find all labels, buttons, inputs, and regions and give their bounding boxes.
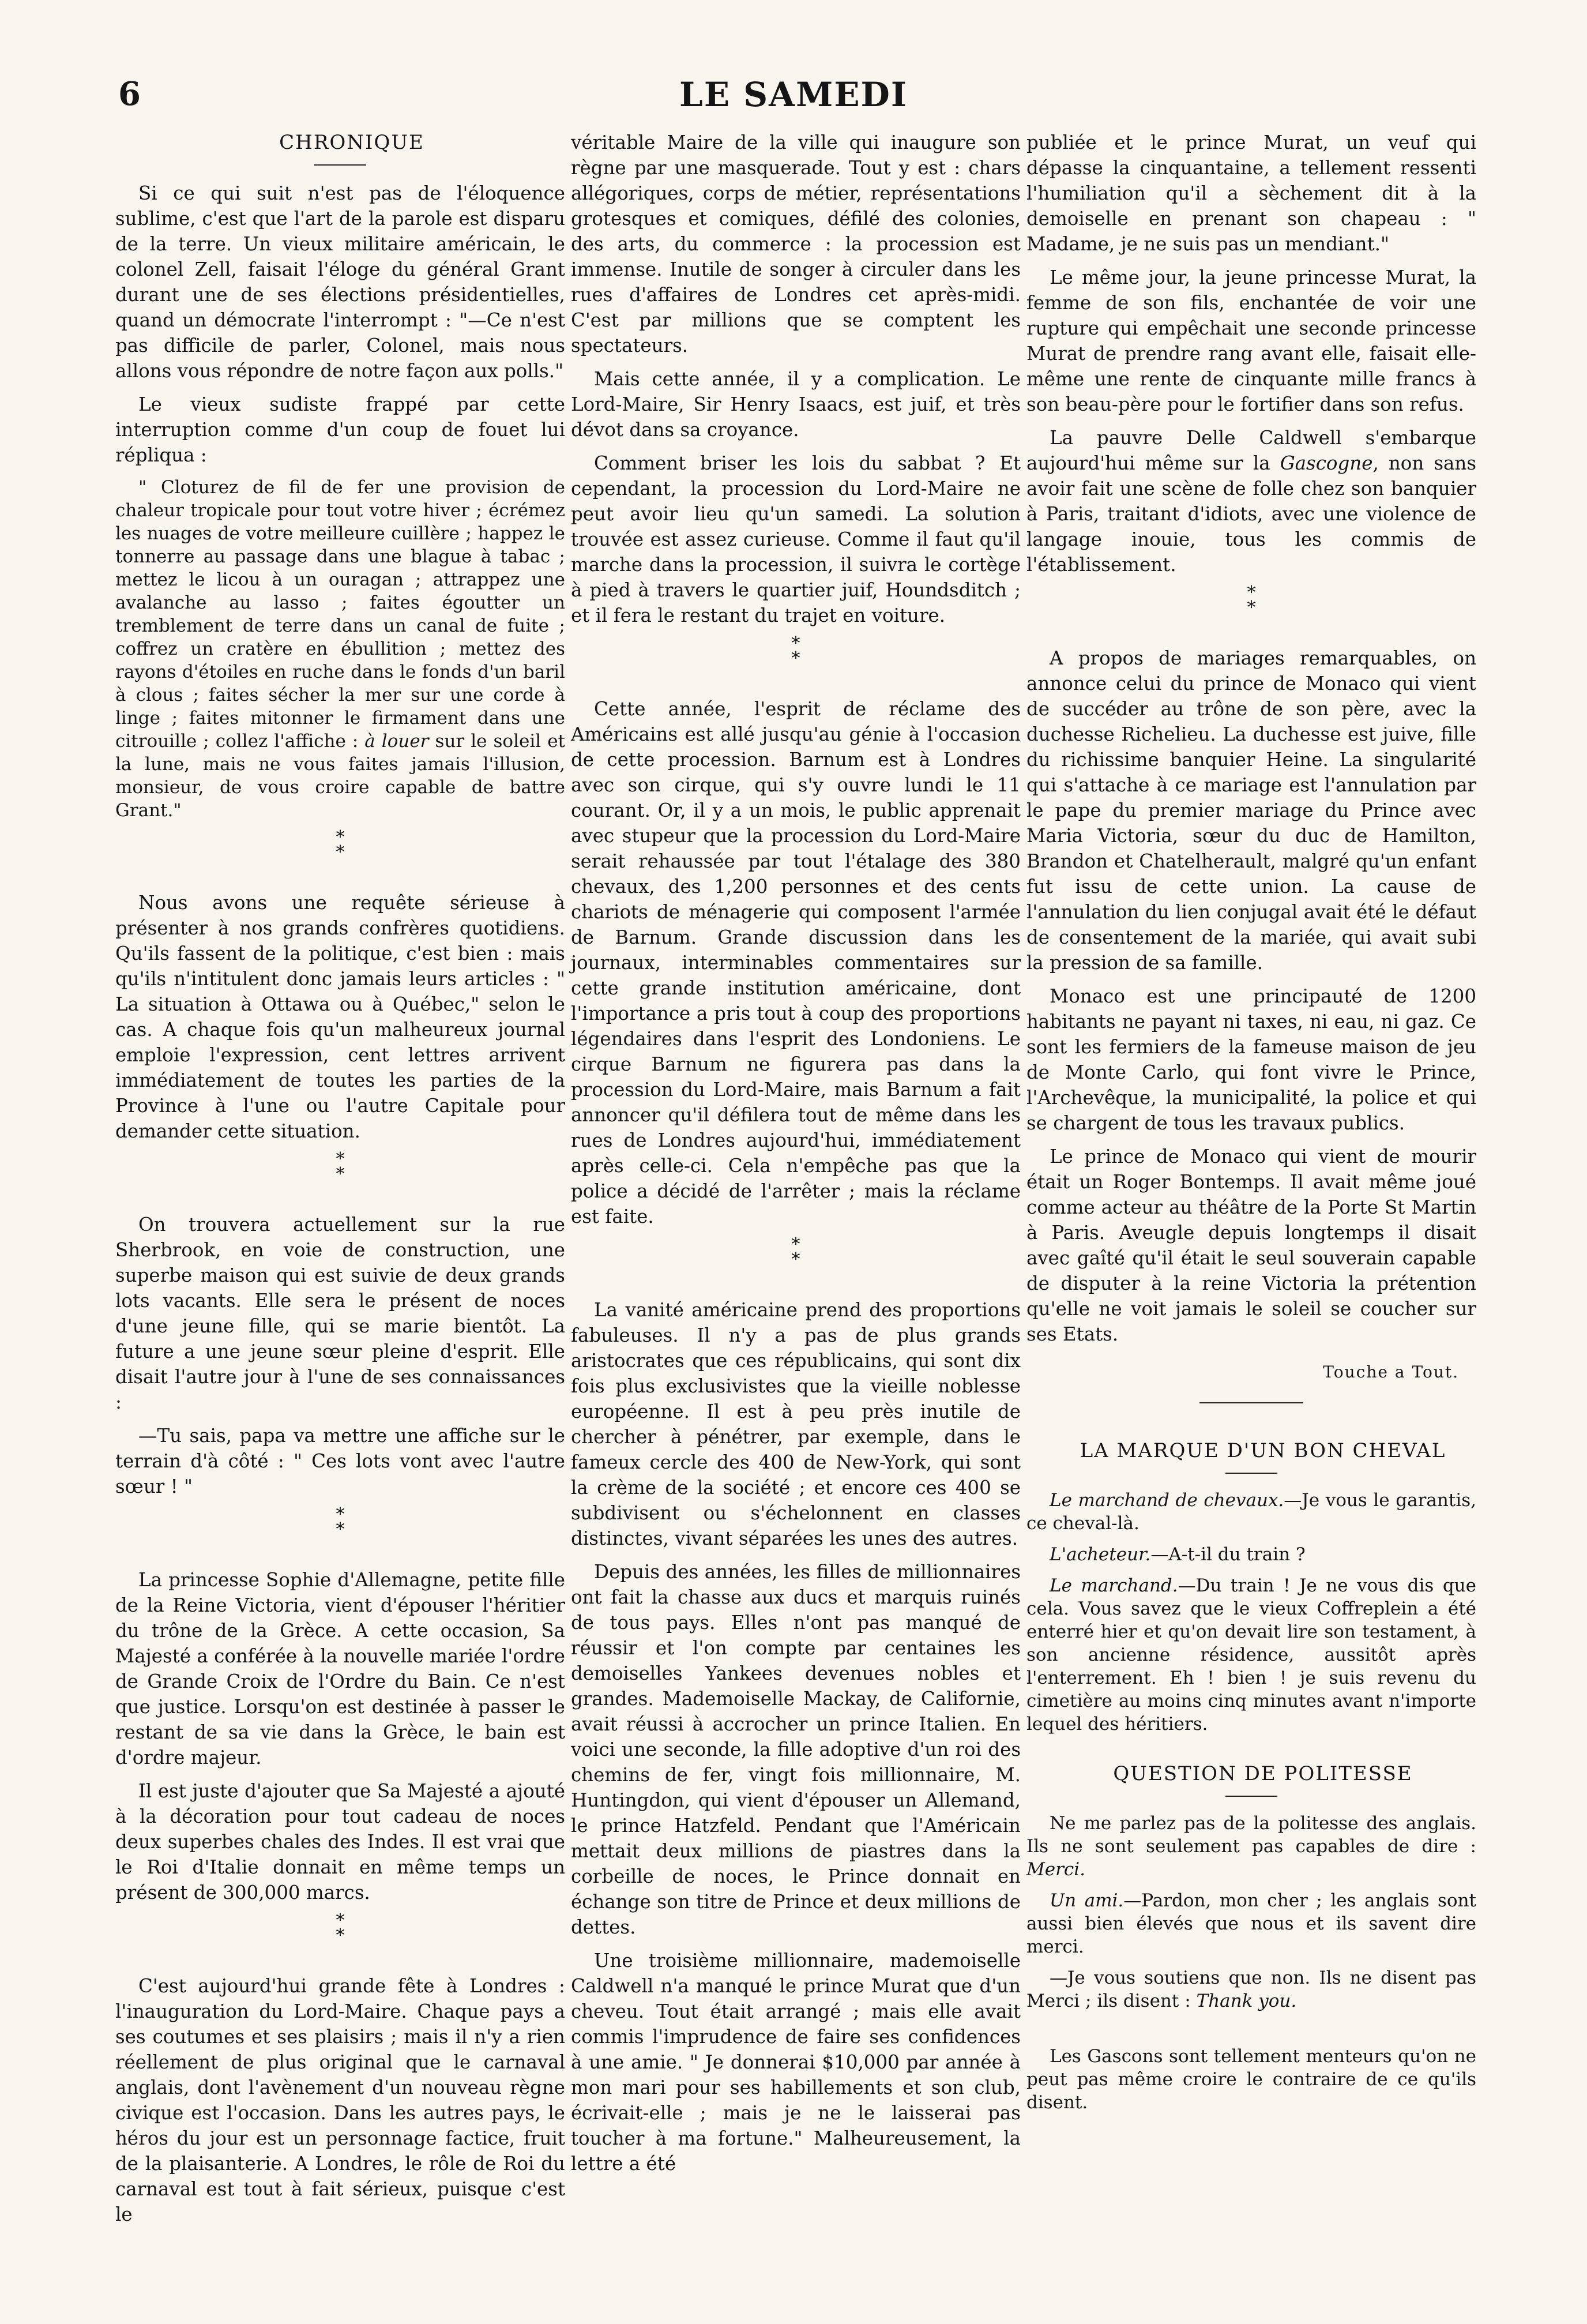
paragraph-quote <box>115 476 565 822</box>
cheval-title: LA MARQUE D'UN BON CHEVAL <box>1080 1439 1446 1462</box>
title-rule <box>1225 1473 1277 1474</box>
asterism: * * <box>791 633 800 669</box>
paragraph <box>1026 425 1476 577</box>
line-text: Ne me parlez pas de la politesse des anglais. Ils ne sont seulement pas capables de dire : <box>1026 1813 1476 1857</box>
quote-italic: à louer <box>364 731 429 752</box>
paragraph: C'est aujourd'hui grande fête à Londres : l'inauguration du Lord-Maire. Chaque pays a ses coutumes et ses plaisirs ; mais il n'y a rien réellement de plus original que le carnaval anglais, dont l'avènement d'un nouveau règne civique est l'occasion. Dans les autres pays, le héros du jour est un personnage factice, fruit de la plaisanterie. A Londres, le rôle de Roi du carnaval est tout à fait sérieux, puisque c'est le <box>115 1975 565 2225</box>
paragraph: Comment briser les lois du sabbat ? Et cependant, la procession du Lord-Maire ne peut avoir lieu qu'un samedi. La solution trouvée est assez curieuse. Comme il faut qu'il marche dans la procession, il suivra le cortège à pied à travers le quartier juif, Houndsditch ; et il fera le restant du trajet en voiture. <box>571 452 1021 626</box>
paragraph: —Tu sais, papa va mettre une affiche sur le terrain d'à côté : " Ces lots vont avec l'autre sœur ! " <box>115 1425 565 1497</box>
column-2 <box>571 130 1021 2184</box>
masthead: LE SAMEDI <box>679 75 908 114</box>
dialogue-line <box>1026 1574 1476 1736</box>
speaker: Le marchand de chevaux. <box>1050 1490 1284 1511</box>
paragraph-text: La pauvre Delle Caldwell s'embarque aujourd'hui même sur la <box>1026 427 1476 474</box>
dialogue-line <box>1026 1966 1476 2013</box>
paragraph: Le même jour, la jeune princesse Murat, la femme de son fils, enchantée de voir une rupture qui empêchait une seconde princesse Murat de prendre rang avant elle, faisait elle-même une rente de cinquante mille francs à son beau-père pour le fortifier dans son refus. <box>1026 266 1476 415</box>
quote-text-end: sur le soleil et la lune, mais ne vous faites jamais l'illusion, monsieur, de vous croire capable de battre Grant." <box>115 731 565 821</box>
line-text: —Du train ! Je ne vous dis que cela. Vous savez que le vieux Coffreplein a été enterré hier et qu'on devait lire son testament, à son ancienne résidence, aussitôt après l'enterrement. Eh ! bien ! je suis revenu du cimetière au moins cinq minutes avant n'importe lequel des héritiers. <box>1026 1575 1476 1734</box>
speaker: Le marchand. <box>1050 1575 1178 1596</box>
asterism: * * <box>1247 583 1256 618</box>
paragraph: Nous avons une requête sérieuse à présenter à nos grands confrères quotidiens. Qu'ils fassent de la politique, c'est bien : mais qu'ils n'intitulent donc jamais leurs articles : " La situation à Ottawa ou à Québec," selon le cas. A chaque fois qu'un malheureux journal emploie l'expression, cent lettres arrivent immédiatement de toutes les parties de la Province à l'une ou l'autre Capitale pour demander cette situation. <box>115 892 565 1142</box>
paragraph: Le vieux sudiste frappé par cette interruption comme d'un coup de fouet lui répliqua : <box>115 393 565 466</box>
paragraph: On trouvera actuellement sur la rue Sherbrook, en voie de construction, une superbe maison qui est suivie de deux grands lots vacants. Elle sera le présent de noces d'une jeune fille, qui se marie bientôt. La future a une jeune sœur pleine d'esprit. Elle disait l'autre jour à l'une de ses connaissances : <box>115 1214 565 1413</box>
asterism: * * <box>336 1910 345 1946</box>
line-text: —Je vous le garantis, ce cheval-là. <box>1026 1490 1476 1534</box>
dialogue-line <box>1026 1812 1476 1881</box>
italic-word: Merci. <box>1026 1859 1086 1880</box>
dialogue-line <box>1026 1489 1476 1535</box>
paragraph: La vanité américaine prend des proportions fabuleuses. Il n'y a pas de plus grands aristocrates que ces républicains, qui sont dix fois plus exclusivistes que la vieille noblesse européenne. Il est à peu près inutile de chercher à pénétrer, par exemple, dans le fameux cercle des 400 de New-York, qui sont la crème de la société ; et encore ces 400 se subdivisent ou s'échelonnent en classes distinctes, vivant séparées les unes des autres. <box>571 1299 1021 1549</box>
paragraph: publiée et le prince Murat, un veuf qui dépasse la cinquantaine, a tellement ressenti l'humiliation qu'il a sèchement dit à la demoiselle en prenant son chapeau : " Madame, je ne suis pas un mendiant." <box>1026 132 1476 255</box>
paragraph: Une troisième millionnaire, mademoiselle Caldwell n'a manqué le prince Murat que d'un cheveu. Tout était arrangé ; mais elle avait commis l'imprudence de faire ses confidences à une amie. " Je donnerai $10,000 par année à mon mari pour ses habillements et son club, écrivait-elle ; mais je ne le laisserai pas toucher à ma fortune." Malheureusement, la lettre a été <box>571 1950 1021 2175</box>
paragraph: Si ce qui suit n'est pas de l'éloquence sublime, c'est que l'art de la parole est disparu de la terre. Un vieux militaire américain, le colonel Zell, faisait l'éloge du général Grant durant une de ses élections présidentielles, quand un démocrate l'interrompt : "—Ce n'est pas difficile de parler, Colonel, mais nous allons vous répondre de notre façon aux polls." <box>115 182 565 382</box>
title-rule <box>1225 1796 1277 1797</box>
line-text: —A-t-il du train ? <box>1150 1544 1306 1565</box>
line-text: —Pardon, mon cher ; les anglais sont aussi bien élevés que nous et ils savent dire merci. <box>1026 1890 1477 1957</box>
speaker: L'acheteur. <box>1050 1544 1151 1565</box>
paragraph: Monaco est une principauté de 1200 habitants ne payant ni taxes, ni eau, ni gaz. Ce sont les fermiers de la fameuse maison de jeu de Monte Carlo, qui font vivre le Prince, l'Archevêque, la municipalité, la police et qui se chargent de tous les travaux publics. <box>1026 985 1476 1134</box>
section-rule <box>1199 1402 1303 1403</box>
page-number: 6 <box>118 75 141 113</box>
paragraph: Il est juste d'ajouter que Sa Majesté a ajouté à la décoration pour tout cadeau de noces deux superbes chales des Indes. Il est vrai que le Roi d'Italie donnait en même temps un présent de 300,000 marcs. <box>115 1780 565 1903</box>
politesse-title: QUESTION DE POLITESSE <box>1113 1762 1413 1785</box>
paragraph-text-end: , non sans avoir fait une scène de folle chez son banquier à Paris, traitant d'idiots, avec une violence de langage inouie, tous les commis de l'établissement. <box>1026 452 1476 576</box>
chronique-title: CHRONIQUE <box>279 131 424 154</box>
gascons-paragraph: Les Gascons sont tellement menteurs qu'on ne peut pas même croire le contraire de ce qu'ils disent. <box>1026 2046 1476 2113</box>
dialogue-line <box>1026 1889 1476 1958</box>
column-1 <box>115 130 565 2235</box>
asterism: * * <box>791 1234 800 1270</box>
dialogue-line <box>1026 1543 1476 1566</box>
title-rule <box>314 164 366 166</box>
italic-word: Thank you. <box>1196 1991 1297 2011</box>
page-header <box>0 75 1587 121</box>
asterism: * * <box>336 827 345 862</box>
paragraph: Depuis des années, les filles de millionnaires ont fait la chasse aux ducs et marquis ruinés de tous pays. Elles n'ont pas manqué de réussir et l'on compte par centaines les demoiselles Yankees devenues nobles et grandes. Mademoiselle Mackay, de Californie, avait réussi à accrocher un prince Italien. En voici une seconde, la fille adoptive d'un roi des chemins de fer, vingt fois millionnaire, M. Huntingdon, qui vient d'épouser un Allemand, le prince Hatzfeld. Pendant que l'Américain mettait deux millions de piastres dans la corbeille de noces, le Prince donnait en échange son titre de Prince et deux millions de dettes. <box>571 1561 1021 1938</box>
line-text: —Je vous soutiens que non. Ils ne disent pas Merci ; ils disent : <box>1026 1968 1476 2011</box>
asterism: * * <box>336 1504 345 1540</box>
paragraph: A propos de mariages remarquables, on annonce celui du prince de Monaco qui vient de succéder au trône de son père, avec la duchesse Richelieu. La duchesse est juive, fille du richissime banquier Heine. La singularité qui s'attache à ce mariage est l'annulation par le pape du premier mariage du Prince avec Maria Victoria, sœur du duc de Hamilton, Brandon et Chatelherault, malgré qu'un enfant fut issu de cette union. La cause de l'annulation du lien conjugal avait été le défaut de consentement de la mariée, qui avait subi la pression de sa famille. <box>1026 647 1476 974</box>
paragraph: La princesse Sophie d'Allemagne, petite fille de la Reine Victoria, vient d'épouser l'héritier du trône de la Grèce. A cette occasion, Sa Majesté a conférée à la nouvelle mariée l'ordre de Grande Croix de l'Ordre du Bain. Ce n'est que justice. Lorsqu'on est destinée à passer le restant de sa vie dans la Grèce, le bain est d'ordre majeur. <box>115 1569 565 1769</box>
quote-text: " Cloturez de fil de fer une provision de chaleur tropicale pour tout votre hiver ; écrémez les nuages de votre meilleure cuillère ; happez le tonnerre au passage dans une blague à tabac ; mettez le licou à un ouragan ; attrappez une avalanche au lasso ; faites égoutter un tremblement de terre dans un canal de fuite ; coffrez un cratère en ébullition ; mettez des rayons d'étoiles en ruche dans le fonds d'un baril à clous ; faites sécher la mer sur une corde à linge ; faites mitonner le firmament dans une citrouille ; collez l'affiche : <box>115 477 565 752</box>
paragraph: Le prince de Monaco qui vient de mourir était un Roger Bontemps. Il avait même joué comme acteur au théâtre de la Porte St Martin à Paris. Aveugle depuis longtemps il disait avec gaîté qu'il était le seul souverain capable de disputer à la reine Victoria la prétention qu'elle ne voit jamais le soleil se coucher sur ses Etats. <box>1026 1146 1476 1345</box>
paragraph: Cette année, l'esprit de réclame des Américains est allé jusqu'au génie à l'occasion de cette procession. Barnum est à Londres avec son cirque, qui s'y ouvre lundi le 11 courant. Or, il y a un mois, le public apprenait avec stupeur que la procession du Lord-Maire serait rehaussée par tout l'étalage des 380 chevaux, des 1,200 personnes et des cents chariots de ménagerie qui composent l'armée de Barnum. Grande discussion dans les journaux, interminables commentaires sur cette grande institution américaine, dont l'importance a pris tout à coup des proportions légendaires dans l'esprit des Londoniens. Le cirque Barnum ne figurera pas dans la procession du Lord-Maire, mais Barnum a fait annoncer qu'il défilera tout de même dans les rues de Londres aujourd'hui, immédiatement après celle-ci. Cela n'empêche pas que la police a décidé de l'arrêter ; mais la réclame est faite. <box>571 698 1021 1227</box>
asterism: * * <box>336 1149 345 1184</box>
speaker: Un ami. <box>1050 1890 1124 1911</box>
ship-name: Gascogne <box>1280 452 1373 474</box>
signature: Touche a Tout. <box>1323 1362 1459 1381</box>
paragraph: véritable Maire de la ville qui inaugure son règne par une masquerade. Tout y est : chars allégoriques, corps de métier, représentations grotesques et comiques, défilé des colonies, des arts, du commerce : la procession est immense. Inutile de songer à circuler dans les rues d'affaires de Londres cet après-midi. C'est par millions que se comptent les spectateurs. <box>571 132 1021 356</box>
paragraph: Mais cette année, il y a complication. Le Lord-Maire, Sir Henry Isaacs, est juif, et très dévot dans sa croyance. <box>571 368 1021 441</box>
column-3 <box>1026 130 1476 2122</box>
